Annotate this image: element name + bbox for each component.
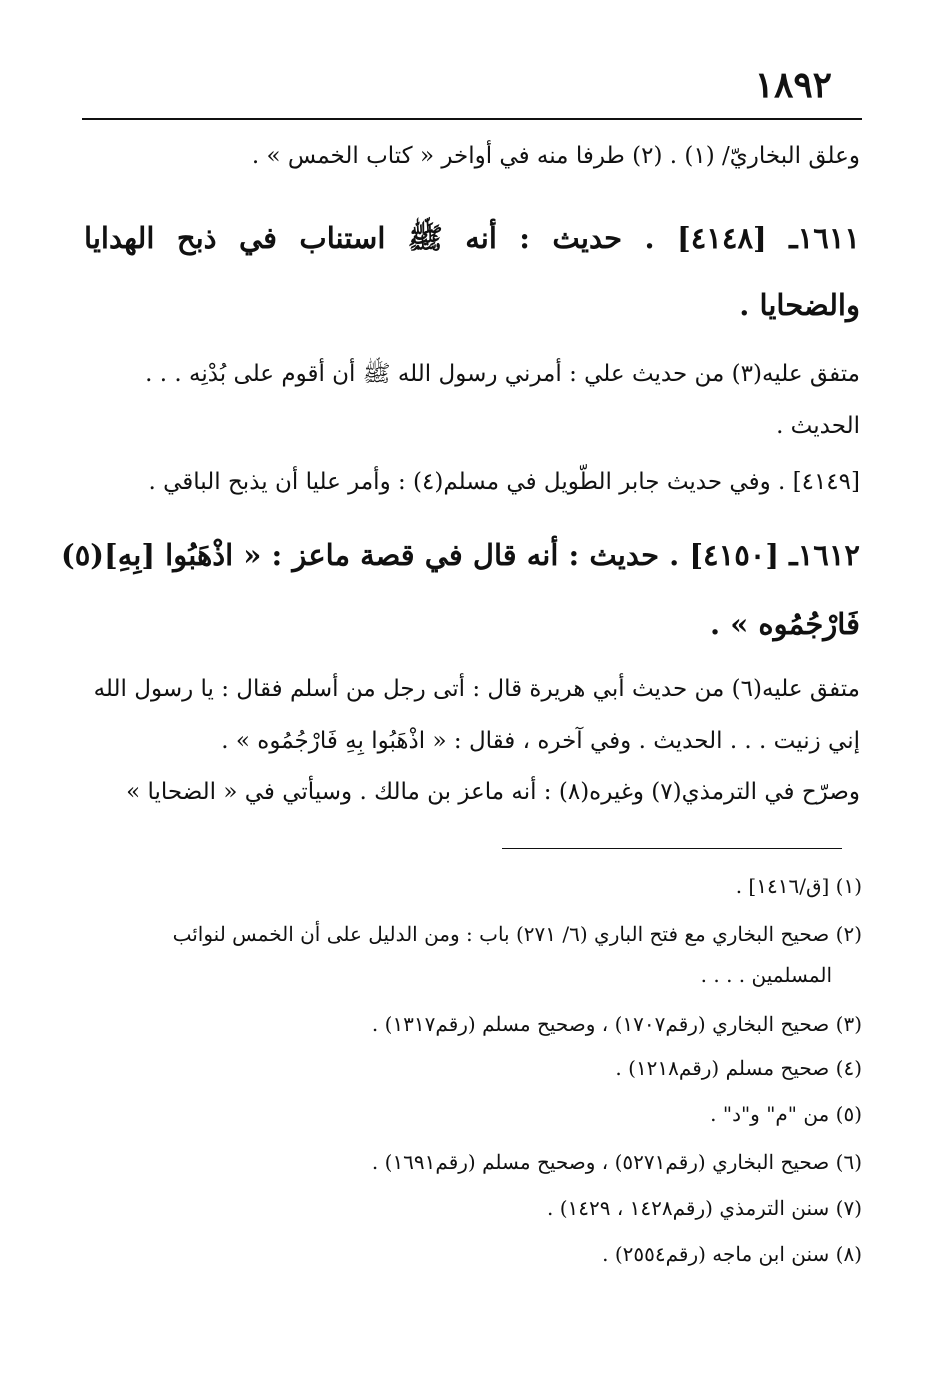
hadith-heading: ١٦١١ـ [٤١٤٨] . حديث : أنه ﷺ استناب في ذبح الهدايا [84,221,860,255]
text-line: وصرّح في الترمذي(٧) وغيره(٨) : أنه ماعز بن مالك . وسيأتي في « الضحايا » [126,779,860,805]
text-line: وعلق البخاريّ/ (١) . (٢) طرفا منه في أواخر « كتاب الخمس » . [251,143,860,169]
footnote: (٢) صحيح البخاري مع فتح الباري (٦/ ٢٧١) باب : ومن الدليل على أن الخمس لنوائب [172,922,862,946]
footnote: (٨) سنن ابن ماجه (رقم٢٥٥٤) . [602,1242,862,1266]
text-line: [٤١٤٩] . وفي حديث جابر الطّويل في مسلم(٤) : وأمر عليا أن يذبح الباقي . [148,469,860,495]
text-line: الحديث . [776,413,860,439]
text-line: إني زنيت . . . الحديث . وفي آخره ، فقال : « اذْهَبُوا بِهِ فَارْجُمُوه » . [221,728,860,754]
text-line: متفق عليه(٣) من حديث علي : أمرني رسول الله ﷺ أن أقوم على بُدْنِه . . . [145,361,860,387]
hadith-heading: ١٦١٢ـ [٤١٥٠] . حديث : أنه قال في قصة ماعز : « اذْهَبُوا [بِهِ](٥) [60,538,860,572]
footnote: (٦) صحيح البخاري (رقم٥٢٧١) ، وصحيح مسلم (رقم١٦٩١) . [371,1150,862,1174]
footnote-rule [502,848,842,849]
hadith-heading-continuation: والضحايا . [739,288,860,322]
header-rule [82,118,862,120]
hadith-heading-continuation: فَارْجُمُوه » . [710,607,860,641]
footnote-continuation: المسلمين . . . . [700,963,832,987]
footnote: (٤) صحيح مسلم (رقم١٢١٨) . [615,1056,862,1080]
footnote: (١) [ق/١٤١٦] . [735,874,862,898]
footnote: (٥) من "م" و"د" . [710,1102,862,1126]
footnote: (٧) سنن الترمذي (رقم١٤٢٨ ، ١٤٢٩) . [546,1196,862,1220]
footnote: (٣) صحيح البخاري (رقم١٧٠٧) ، وصحيح مسلم (رقم١٣١٧) . [371,1012,862,1036]
page-number: ١٨٩٢ [754,64,832,106]
text-line: متفق عليه(٦) من حديث أبي هريرة قال : أتى رجل من أسلم فقال : يا رسول الله [93,676,860,702]
